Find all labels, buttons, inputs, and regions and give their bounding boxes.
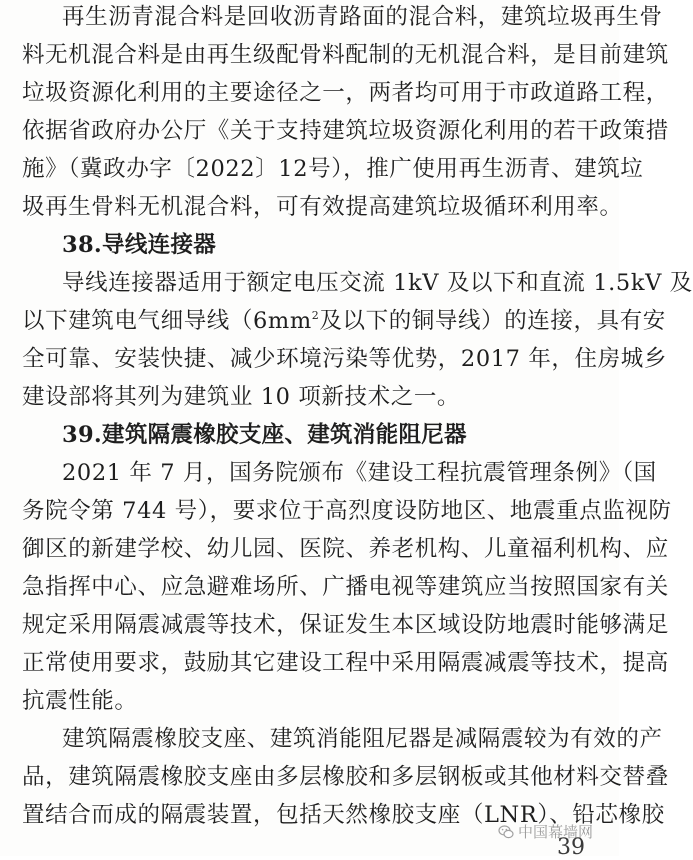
text-span: 以下建筑电气细导线（6mm: [22, 308, 312, 334]
wechat-icon: [498, 824, 514, 840]
paragraph-line: 规定采用隔震减震等技术，保证发生本区域设防地震时能够满足: [22, 612, 669, 638]
paragraph-line: 料无机混合料是由再生级配骨料配制的无机混合料，是目前建筑: [22, 42, 669, 68]
paragraph-line: 抗震性能。: [22, 688, 138, 714]
paragraph-line: 依据省政府办公厅《关于支持建筑垃圾资源化利用的若干政策措: [22, 118, 669, 144]
paragraph-line: 施》（冀政办字〔2022〕12号），推广使用再生沥青、建筑垃: [22, 156, 644, 182]
paragraph-line: 置结合而成的隔震装置，包括天然橡胶支座（LNR）、铅芯橡胶: [22, 802, 665, 828]
paragraph-line: [22, 306, 666, 336]
watermark-text: 中国幕墙网: [518, 823, 594, 841]
paragraph-line: 建设部将其列为建筑业 10 项新技术之一。: [22, 384, 461, 410]
page-number: 39: [557, 835, 585, 860]
paragraph-line: 垃圾资源化利用的主要途径之一，两者均可用于市政道路工程，: [22, 80, 669, 106]
section-heading-39: 39.建筑隔震橡胶支座、建筑消能阻尼器: [62, 422, 467, 448]
superscript: 2: [311, 309, 320, 322]
paragraph-line: 建筑隔震橡胶支座、建筑消能阻尼器是减隔震较为有效的产: [62, 726, 663, 752]
paragraph-line: 再生沥青混合料是回收沥青路面的混合料，建筑垃圾再生骨: [62, 4, 663, 30]
paragraph-line: 导线连接器适用于额定电压交流 1kV 及以下和直流 1.5kV 及: [62, 270, 693, 296]
paragraph-line: 2021 年 7 月，国务院颁布《建设工程抗震管理条例》（国: [62, 460, 657, 486]
paragraph-line: 正常使用要求，鼓励其它建设工程中采用隔震减震等技术，提高: [22, 650, 669, 676]
paragraph-line: 急指挥中心、应急避难场所、广播电视等建筑应当按照国家有关: [22, 574, 669, 600]
section-heading-38: 38.导线连接器: [62, 232, 217, 258]
paragraph-line: 务院令第 744 号），要求位于高烈度设防地区、地震重点监视防: [22, 498, 672, 524]
text-span: 及以下的铜导线）的连接，具有安: [319, 308, 666, 334]
paragraph-line: 御区的新建学校、幼儿园、医院、养老机构、儿童福利机构、应: [22, 536, 669, 562]
paragraph-line: 品，建筑隔震橡胶支座由多层橡胶和多层钢板或其他材料交替叠: [22, 764, 669, 790]
paragraph-line: 全可靠、安装快捷、减少环境污染等优势，2017 年，住房城乡: [22, 346, 667, 372]
paragraph-line: 圾再生骨料无机混合料，可有效提高建筑垃圾循环利用率。: [22, 194, 623, 220]
